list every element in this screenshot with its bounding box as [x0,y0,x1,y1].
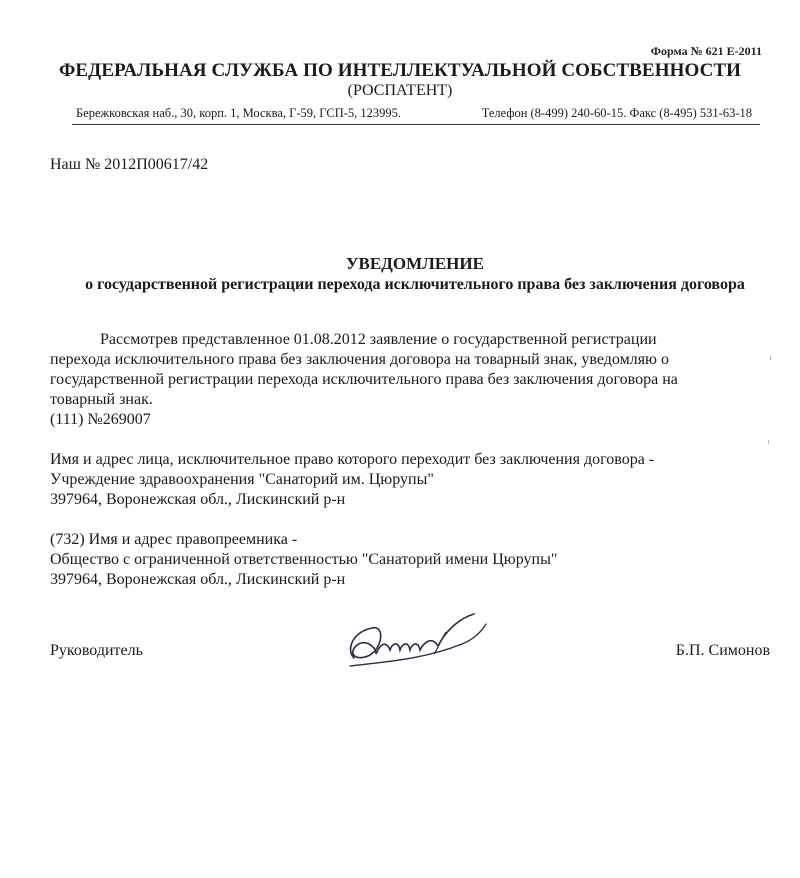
organization-name: ФЕДЕРАЛЬНАЯ СЛУЖБА ПО ИНТЕЛЛЕКТУАЛЬНОЙ СОБСТВЕННОСТИ [58,60,742,81]
successor-line: Общество с ограниченной ответственностью "Санаторий имени Цюрупы" [50,551,558,568]
document-subtitle: о государственной регистрации перехода исключительного права без заключения договора [85,276,745,293]
paragraph-line: перехода исключительного права без заключения договора на товарный знак, уведомляю о [50,351,669,368]
transferor-line: 397964, Воронежская обл., Лискинский р-н [50,491,346,508]
handwritten-signature [342,610,492,680]
paragraph-line: товарный знак. [50,391,153,408]
contact-line [76,106,752,121]
transferor-line: Учреждение здравоохранения "Санаторий им. Цюрупы" [50,471,434,488]
successor-line: 397964, Воронежская обл., Лискинский р-н [50,571,346,588]
transferor-line: Имя и адрес лица, исключительное право которого переходит без заключения договора - [50,451,655,468]
paragraph-line: государственной регистрации перехода исключительного права без заключения договора на [50,371,678,388]
paragraph-line: Рассмотрев представленное 01.08.2012 заявление о государственной регистрации [100,331,657,348]
phone-fax: Телефон (8-499) 240-60-15. Факс (8-495) 531-63-18 [481,106,752,120]
successor-block [50,530,760,590]
postal-address: Бережковская наб., 30, корп. 1, Москва, Г-59, ГСП-5, 123995. [76,106,402,120]
document-title: УВЕДОМЛЕНИЕ [346,254,484,273]
transferor-block [50,450,760,510]
form-number: Форма № 621 Е-2011 [650,44,762,58]
document-body [50,330,760,590]
organization-short-name: (РОСПАТЕНТ) [347,82,453,99]
scan-speck [770,356,771,360]
registration-number: (111) №269007 [50,411,151,428]
signer-name: Б.П. Симонов [675,642,770,659]
signer-position: Руководитель [50,642,143,659]
reference-number: Наш № 2012П00617/42 [50,156,209,173]
intro-paragraph [50,330,760,350]
scan-speck [768,440,769,444]
header-divider [72,124,760,125]
successor-line: (732) Имя и адрес правопреемника - [50,531,298,548]
